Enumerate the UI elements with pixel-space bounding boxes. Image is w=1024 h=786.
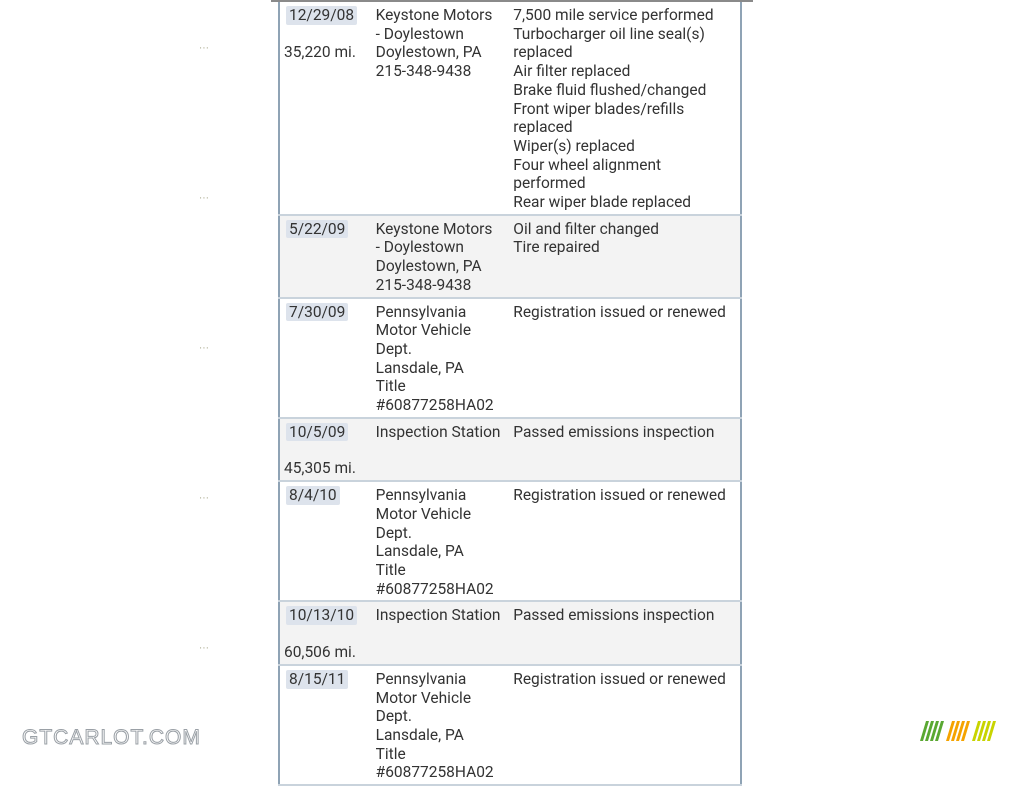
date-cell [279, 665, 372, 785]
comment-line: Wiper(s) replaced [513, 136, 635, 155]
date-cell [279, 298, 372, 418]
comment-line: Rear wiper blade replaced [513, 193, 692, 212]
record-date: 10/13/10 [286, 606, 357, 625]
record-mileage: 45,305 mi. [284, 459, 356, 478]
table-row [279, 215, 741, 298]
table-row [279, 665, 741, 785]
gtcarlot-watermark: GTCARLOT.COM [22, 726, 201, 749]
source-cell [372, 481, 510, 601]
record-mileage: 60,506 mi. [284, 643, 356, 662]
source-cell [372, 298, 510, 418]
table-row [279, 418, 741, 481]
comments-cell [509, 215, 741, 298]
date-cell [279, 215, 372, 298]
comments-cell [509, 481, 741, 601]
comment-line: 7,500 mile service performed [513, 6, 714, 24]
comment-line: Registration issued or renewed [513, 486, 726, 505]
source-line: Dept. [375, 707, 412, 726]
comment-line: Passed emissions inspection [513, 606, 715, 625]
source-cell [372, 2, 510, 215]
source-line: Dept. [375, 523, 412, 542]
comment-line: Turbocharger oil line seal(s) [513, 24, 705, 43]
brand-stripes-logo [920, 721, 998, 741]
comment-line: Four wheel alignment [513, 155, 662, 174]
comment-line: replaced [513, 118, 573, 137]
comment-line: Registration issued or renewed [513, 302, 726, 321]
source-line: Lansdale, PA [375, 358, 464, 377]
comments-cell [509, 601, 741, 664]
source-line: Inspection Station [375, 606, 501, 625]
source-line: Doylestown, PA [375, 43, 482, 62]
source-cell [372, 418, 510, 481]
date-cell [279, 418, 372, 481]
comment-line: Registration issued or renewed [513, 669, 726, 688]
source-cell [372, 215, 510, 298]
date-cell [279, 2, 372, 215]
source-line: Keystone Motors [375, 6, 493, 24]
source-line: 215-348-9438 [375, 275, 472, 294]
comments-cell [509, 2, 741, 215]
comment-line: Oil and filter changed [513, 219, 659, 238]
comment-line: Brake fluid flushed/changed [513, 80, 707, 99]
comment-line: Tire repaired [513, 238, 600, 257]
record-date: 5/22/09 [286, 220, 348, 239]
source-line: Dept. [375, 339, 412, 358]
source-cell [372, 601, 510, 664]
comment-line: Passed emissions inspection [513, 422, 715, 441]
comment-line: Air filter replaced [513, 62, 631, 81]
source-line: Doylestown, PA [375, 257, 482, 276]
source-line: Inspection Station [375, 422, 501, 441]
decorative-dots: ⋯ [199, 343, 210, 354]
comment-line: replaced [513, 43, 573, 62]
source-line: #60877258HA02 [375, 763, 494, 782]
source-line: Motor Vehicle [375, 321, 472, 340]
source-line: Pennsylvania [375, 669, 467, 688]
comment-line: Front wiper blades/refills [513, 99, 685, 118]
comments-cell [509, 418, 741, 481]
record-date: 8/15/11 [286, 670, 348, 689]
source-line: Motor Vehicle [375, 504, 472, 523]
date-cell [279, 481, 372, 601]
source-line: Keystone Motors [375, 219, 493, 238]
source-line: Lansdale, PA [375, 725, 464, 744]
source-line: Motor Vehicle [375, 688, 472, 707]
source-line: Title [375, 744, 406, 763]
source-line: - Doylestown [375, 238, 464, 257]
comments-cell [509, 298, 741, 418]
record-date: 8/4/10 [286, 486, 340, 505]
vehicle-history-table [278, 2, 742, 786]
table-row [279, 481, 741, 601]
record-mileage: 35,220 mi. [284, 42, 356, 61]
source-line: Lansdale, PA [375, 542, 464, 561]
table-row [279, 298, 741, 418]
source-line: Title [375, 377, 406, 396]
decorative-dots: ⋯ [199, 43, 210, 54]
record-date: 7/30/09 [286, 303, 348, 322]
source-line: Title [375, 560, 406, 579]
date-cell [279, 601, 372, 664]
source-line: - Doylestown [375, 24, 464, 43]
source-line: #60877258HA02 [375, 579, 494, 598]
decorative-dots: ⋯ [199, 493, 210, 504]
decorative-dots: ⋯ [199, 643, 210, 654]
source-line: Pennsylvania [375, 486, 467, 505]
source-line: 215-348-9438 [375, 62, 472, 81]
comment-line: performed [513, 174, 586, 193]
table-row [279, 2, 741, 215]
table-row [279, 601, 741, 664]
comments-cell [509, 665, 741, 785]
decorative-dots: ⋯ [199, 193, 210, 204]
history-table-body [279, 2, 741, 785]
source-line: #60877258HA02 [375, 396, 494, 415]
record-date: 10/5/09 [286, 423, 348, 442]
source-line: Pennsylvania [375, 302, 467, 321]
source-cell [372, 665, 510, 785]
record-date: 12/29/08 [286, 6, 357, 25]
